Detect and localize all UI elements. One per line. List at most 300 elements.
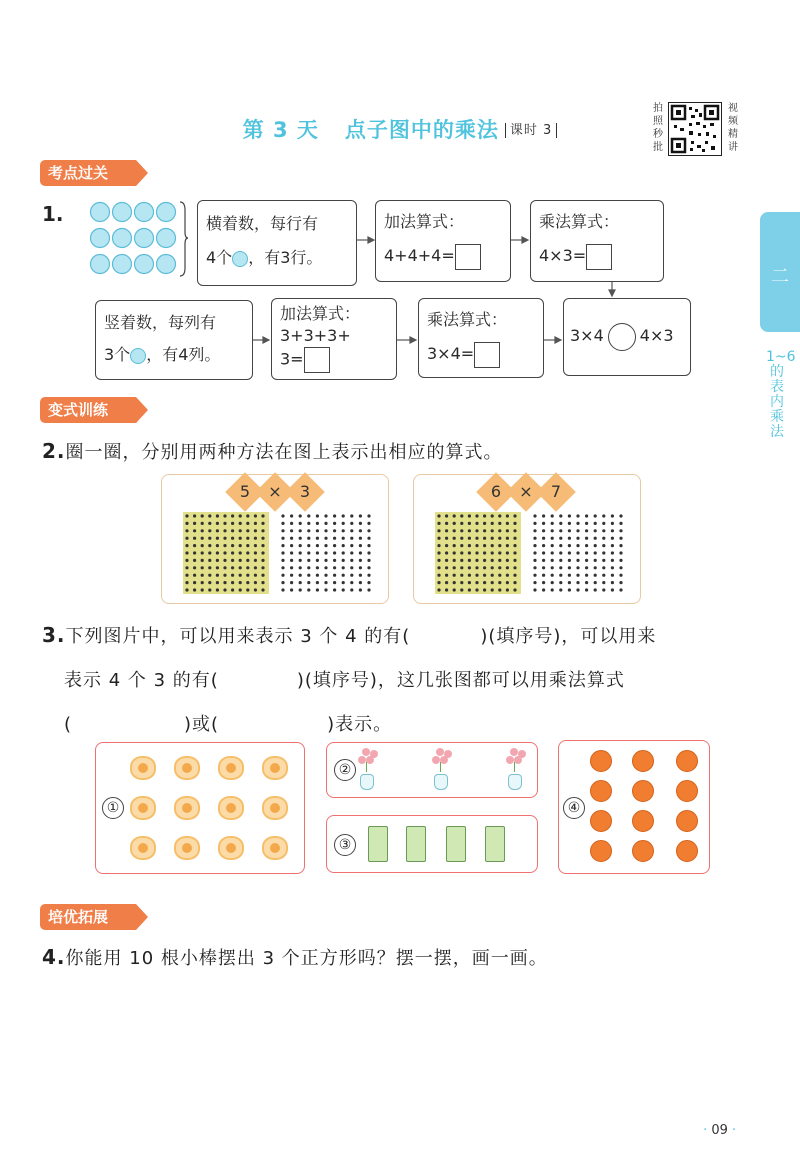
grid-dot bbox=[542, 581, 545, 584]
grid-dot bbox=[460, 529, 463, 532]
grid-dot bbox=[513, 514, 516, 517]
grid-dot bbox=[193, 566, 196, 569]
grid-dot bbox=[367, 588, 370, 591]
grid-dot bbox=[594, 574, 597, 577]
grid-dot bbox=[611, 537, 614, 540]
grid-dot bbox=[333, 522, 336, 525]
grid-dot bbox=[619, 559, 622, 562]
grid-dot bbox=[333, 574, 336, 577]
grid-dot bbox=[254, 544, 257, 547]
grid-dot bbox=[208, 559, 211, 562]
grid-dot bbox=[491, 522, 494, 525]
grid-dot bbox=[506, 581, 509, 584]
grid-dot bbox=[208, 566, 211, 569]
grid-dot bbox=[513, 588, 516, 591]
q1-box-add-cols: 加法算式： 3+3+3+ 3= bbox=[271, 298, 397, 380]
grid-dot bbox=[611, 588, 614, 591]
grid-dot bbox=[246, 574, 249, 577]
qr-left-caption: 拍 照 秒 批 bbox=[653, 103, 663, 153]
grid-dot bbox=[333, 566, 336, 569]
q1-box-mul-cols: 乘法算式： 3×4= bbox=[418, 298, 544, 378]
grid-dot bbox=[468, 574, 471, 577]
grid-dot bbox=[216, 588, 219, 591]
grid-dot bbox=[568, 544, 571, 547]
grid-dot bbox=[437, 514, 440, 517]
day-label: 第 3 天 bbox=[242, 118, 319, 142]
grid-dot bbox=[483, 522, 486, 525]
grid-dot bbox=[231, 559, 234, 562]
grid-dot bbox=[619, 537, 622, 540]
grid-dot bbox=[542, 566, 545, 569]
grid-dot bbox=[576, 544, 579, 547]
grid-dot bbox=[585, 581, 588, 584]
grid-dot bbox=[491, 551, 494, 554]
section-banner-practice: 考点过关 bbox=[40, 160, 136, 186]
grid-dot bbox=[513, 559, 516, 562]
grid-dot bbox=[216, 514, 219, 517]
grid-dot bbox=[333, 559, 336, 562]
grid-dot bbox=[445, 581, 448, 584]
grid-dot bbox=[468, 581, 471, 584]
grid-dot bbox=[350, 537, 353, 540]
grid-dot bbox=[231, 537, 234, 540]
grid-dot bbox=[254, 588, 257, 591]
grid-dot bbox=[559, 537, 562, 540]
grid-dot bbox=[261, 514, 264, 517]
orange-ball-icon bbox=[676, 810, 698, 832]
grid-dot bbox=[533, 551, 536, 554]
grid-dot bbox=[483, 559, 486, 562]
grid-dot bbox=[437, 529, 440, 532]
grid-dot bbox=[333, 581, 336, 584]
grid-dot bbox=[307, 566, 310, 569]
grid-dot bbox=[585, 574, 588, 577]
q4-drawing-area[interactable] bbox=[42, 985, 742, 1105]
q2-panel-1-a: 5 bbox=[239, 482, 251, 501]
grid-dot bbox=[491, 574, 494, 577]
grid-dot bbox=[208, 588, 211, 591]
grid-dot bbox=[350, 588, 353, 591]
grid-dot bbox=[585, 514, 588, 517]
grid-dot bbox=[468, 514, 471, 517]
grid-dot bbox=[324, 581, 327, 584]
grid-dot bbox=[594, 544, 597, 547]
grid-dot bbox=[324, 566, 327, 569]
grid-dot bbox=[585, 566, 588, 569]
grid-dot bbox=[445, 529, 448, 532]
grid-dot bbox=[559, 566, 562, 569]
grid-dot bbox=[246, 551, 249, 554]
grid-dot bbox=[324, 574, 327, 577]
grid-dot bbox=[208, 522, 211, 525]
grid-dot bbox=[193, 559, 196, 562]
grid-dot bbox=[239, 544, 242, 547]
grid-dot bbox=[559, 574, 562, 577]
grid-dot bbox=[261, 537, 264, 540]
grid-dot bbox=[216, 544, 219, 547]
grid-dot bbox=[299, 574, 302, 577]
grid-dot bbox=[551, 544, 554, 547]
grid-dot bbox=[359, 588, 362, 591]
grid-dot bbox=[533, 529, 536, 532]
grid-dot bbox=[216, 581, 219, 584]
grid-dot bbox=[460, 588, 463, 591]
drink-box-icon bbox=[446, 826, 466, 862]
grid-dot bbox=[559, 559, 562, 562]
grid-dot bbox=[208, 537, 211, 540]
grid-dot bbox=[299, 581, 302, 584]
q3-picture-3[interactable] bbox=[326, 815, 538, 873]
grid-dot bbox=[216, 574, 219, 577]
grid-dot bbox=[185, 514, 188, 517]
grid-dot bbox=[261, 551, 264, 554]
grid-dot bbox=[359, 529, 362, 532]
grid-dot bbox=[281, 514, 284, 517]
grid-dot bbox=[281, 529, 284, 532]
picture-2-label: ② bbox=[334, 759, 356, 781]
grid-dot bbox=[342, 537, 345, 540]
q2-panel-2-dot-grid[interactable] bbox=[435, 512, 635, 596]
grid-dot bbox=[359, 581, 362, 584]
q1-number: 1. bbox=[42, 202, 64, 226]
grid-dot bbox=[611, 529, 614, 532]
grid-dot bbox=[542, 514, 545, 517]
grid-dot bbox=[498, 581, 501, 584]
grid-dot bbox=[350, 581, 353, 584]
grid-dot bbox=[333, 529, 336, 532]
grid-dot bbox=[290, 514, 293, 517]
grid-dot bbox=[585, 537, 588, 540]
grid-dot bbox=[208, 581, 211, 584]
grid-dot bbox=[619, 544, 622, 547]
grid-dot bbox=[619, 588, 622, 591]
grid-dot bbox=[324, 559, 327, 562]
grid-dot bbox=[324, 551, 327, 554]
grid-dot bbox=[231, 544, 234, 547]
cookie-icon bbox=[174, 756, 200, 780]
grid-dot bbox=[568, 551, 571, 554]
grid-dot bbox=[498, 574, 501, 577]
grid-dot bbox=[350, 574, 353, 577]
grid-dot bbox=[307, 537, 310, 540]
grid-dot bbox=[491, 559, 494, 562]
chapter-tab[interactable]: 二 bbox=[760, 212, 800, 332]
grid-dot bbox=[585, 529, 588, 532]
grid-dot bbox=[316, 566, 319, 569]
grid-dot bbox=[239, 559, 242, 562]
grid-dot bbox=[201, 574, 204, 577]
grid-dot bbox=[299, 566, 302, 569]
grid-dot bbox=[246, 559, 249, 562]
grid-dot bbox=[533, 559, 536, 562]
grid-dot bbox=[367, 522, 370, 525]
grid-dot bbox=[594, 529, 597, 532]
grid-dot bbox=[559, 581, 562, 584]
cookie-icon bbox=[262, 836, 288, 860]
grid-dot bbox=[208, 544, 211, 547]
grid-dot bbox=[542, 529, 545, 532]
grid-dot bbox=[619, 581, 622, 584]
grid-dot bbox=[619, 529, 622, 532]
q2-panel-2-op: × bbox=[519, 482, 533, 501]
grid-dot bbox=[483, 514, 486, 517]
q3-picture-2[interactable] bbox=[326, 742, 538, 798]
grid-dot bbox=[568, 522, 571, 525]
qr-right-caption: 视 频 精 讲 bbox=[728, 103, 738, 153]
grid-dot bbox=[185, 529, 188, 532]
grid-dot bbox=[602, 551, 605, 554]
grid-dot bbox=[475, 566, 478, 569]
picture-3-label: ③ bbox=[334, 834, 356, 856]
grid-dot bbox=[185, 574, 188, 577]
grid-dot bbox=[254, 551, 257, 554]
grid-dot bbox=[350, 522, 353, 525]
grid-dot bbox=[299, 544, 302, 547]
grid-dot bbox=[453, 559, 456, 562]
grid-dot bbox=[506, 529, 509, 532]
q2-panel-1-dot-grid[interactable] bbox=[183, 512, 383, 596]
grid-dot bbox=[611, 522, 614, 525]
grid-dot bbox=[542, 574, 545, 577]
grid-dot bbox=[611, 514, 614, 517]
drink-box-icon bbox=[485, 826, 505, 862]
orange-ball-icon bbox=[590, 840, 612, 862]
grid-dot bbox=[290, 559, 293, 562]
grid-dot bbox=[602, 544, 605, 547]
grid-dot bbox=[437, 522, 440, 525]
grid-dot bbox=[542, 522, 545, 525]
grid-dot bbox=[223, 514, 226, 517]
grid-dot bbox=[460, 574, 463, 577]
grid-dot bbox=[185, 588, 188, 591]
grid-dot bbox=[307, 551, 310, 554]
grid-dot bbox=[350, 514, 353, 517]
grid-dot bbox=[602, 514, 605, 517]
q2-panel-2-a: 6 bbox=[490, 482, 502, 501]
grid-dot bbox=[290, 537, 293, 540]
grid-dot bbox=[201, 588, 204, 591]
grid-dot bbox=[498, 559, 501, 562]
grid-dot bbox=[568, 581, 571, 584]
grid-dot bbox=[307, 574, 310, 577]
grid-dot bbox=[359, 537, 362, 540]
grid-dot bbox=[619, 551, 622, 554]
grid-dot bbox=[290, 551, 293, 554]
grid-dot bbox=[611, 566, 614, 569]
grid-dot bbox=[475, 559, 478, 562]
grid-dot bbox=[223, 522, 226, 525]
grid-dot bbox=[223, 537, 226, 540]
grid-dot bbox=[324, 588, 327, 591]
orange-ball-icon bbox=[632, 750, 654, 772]
q2-panel-1-b: 3 bbox=[299, 482, 311, 501]
grid-dot bbox=[576, 588, 579, 591]
grid-dot bbox=[513, 537, 516, 540]
grid-dot bbox=[533, 537, 536, 540]
grid-dot bbox=[483, 581, 486, 584]
grid-dot bbox=[551, 551, 554, 554]
grid-dot bbox=[475, 581, 478, 584]
grid-dot bbox=[281, 544, 284, 547]
grid-dot bbox=[551, 522, 554, 525]
grid-dot bbox=[367, 514, 370, 517]
grid-dot bbox=[261, 588, 264, 591]
grid-dot bbox=[367, 551, 370, 554]
grid-dot bbox=[254, 529, 257, 532]
grid-dot bbox=[216, 559, 219, 562]
grid-dot bbox=[324, 544, 327, 547]
grid-dot bbox=[551, 559, 554, 562]
grid-dot bbox=[468, 537, 471, 540]
grid-dot bbox=[208, 551, 211, 554]
grid-dot bbox=[611, 574, 614, 577]
grid-dot bbox=[316, 544, 319, 547]
grid-dot bbox=[513, 522, 516, 525]
grid-dot bbox=[453, 522, 456, 525]
grid-dot bbox=[453, 514, 456, 517]
grid-dot bbox=[342, 514, 345, 517]
grid-dot bbox=[460, 559, 463, 562]
grid-dot bbox=[602, 566, 605, 569]
grid-dot bbox=[324, 514, 327, 517]
grid-dot bbox=[576, 522, 579, 525]
grid-dot bbox=[359, 566, 362, 569]
grid-dot bbox=[350, 544, 353, 547]
grid-dot bbox=[239, 588, 242, 591]
grid-dot bbox=[533, 514, 536, 517]
grid-dot bbox=[350, 566, 353, 569]
grid-dot bbox=[576, 559, 579, 562]
grid-dot bbox=[551, 588, 554, 591]
grid-dot bbox=[453, 581, 456, 584]
grid-dot bbox=[254, 559, 257, 562]
grid-dot bbox=[437, 581, 440, 584]
grid-dot bbox=[594, 588, 597, 591]
grid-dot bbox=[281, 551, 284, 554]
grid-dot bbox=[223, 581, 226, 584]
grid-dot bbox=[533, 566, 536, 569]
grid-dot bbox=[568, 529, 571, 532]
grid-dot bbox=[585, 588, 588, 591]
grid-dot bbox=[475, 529, 478, 532]
orange-ball-icon bbox=[590, 780, 612, 802]
grid-dot bbox=[513, 566, 516, 569]
grid-dot bbox=[290, 529, 293, 532]
grid-dot bbox=[254, 522, 257, 525]
grid-dot bbox=[542, 544, 545, 547]
cookie-icon bbox=[130, 756, 156, 780]
grid-dot bbox=[261, 574, 264, 577]
grid-dot bbox=[498, 588, 501, 591]
grid-dot bbox=[460, 537, 463, 540]
grid-dot bbox=[290, 522, 293, 525]
grid-dot bbox=[231, 588, 234, 591]
grid-dot bbox=[185, 551, 188, 554]
grid-dot bbox=[281, 574, 284, 577]
grid-dot bbox=[299, 588, 302, 591]
grid-dot bbox=[316, 529, 319, 532]
grid-dot bbox=[231, 574, 234, 577]
grid-dot bbox=[468, 588, 471, 591]
grid-dot bbox=[619, 574, 622, 577]
grid-dot bbox=[185, 581, 188, 584]
grid-dot bbox=[223, 559, 226, 562]
grid-dot bbox=[223, 551, 226, 554]
grid-dot bbox=[316, 514, 319, 517]
q1-arrows bbox=[0, 0, 800, 400]
grid-dot bbox=[246, 514, 249, 517]
q1-box-rows: 横着数，每行有 4个 ，有3行。 bbox=[197, 200, 357, 286]
grid-dot bbox=[551, 574, 554, 577]
grid-dot bbox=[506, 574, 509, 577]
grid-dot bbox=[594, 581, 597, 584]
grid-dot bbox=[533, 574, 536, 577]
grid-dot bbox=[208, 574, 211, 577]
grid-dot bbox=[437, 559, 440, 562]
grid-dot bbox=[506, 559, 509, 562]
grid-dot bbox=[290, 588, 293, 591]
grid-dot bbox=[316, 537, 319, 540]
grid-dot bbox=[239, 574, 242, 577]
grid-dot bbox=[498, 522, 501, 525]
grid-dot bbox=[468, 566, 471, 569]
grid-dot bbox=[216, 537, 219, 540]
grid-dot bbox=[316, 559, 319, 562]
cookie-icon bbox=[262, 796, 288, 820]
grid-dot bbox=[445, 522, 448, 525]
grid-dot bbox=[491, 537, 494, 540]
orange-ball-icon bbox=[632, 840, 654, 862]
grid-dot bbox=[576, 537, 579, 540]
grid-dot bbox=[208, 514, 211, 517]
section-banner-extension: 培优拓展 bbox=[40, 904, 136, 930]
grid-dot bbox=[437, 537, 440, 540]
grid-dot bbox=[533, 588, 536, 591]
grid-dot bbox=[193, 514, 196, 517]
grid-dot bbox=[483, 551, 486, 554]
grid-dot bbox=[576, 514, 579, 517]
grid-dot bbox=[231, 529, 234, 532]
grid-dot bbox=[333, 588, 336, 591]
cookie-icon bbox=[218, 836, 244, 860]
grid-dot bbox=[307, 544, 310, 547]
grid-dot bbox=[437, 566, 440, 569]
grid-dot bbox=[585, 544, 588, 547]
grid-dot bbox=[506, 537, 509, 540]
grid-dot bbox=[585, 522, 588, 525]
grid-dot bbox=[193, 537, 196, 540]
grid-dot bbox=[333, 537, 336, 540]
grid-dot bbox=[602, 588, 605, 591]
grid-dot bbox=[498, 514, 501, 517]
grid-dot bbox=[367, 574, 370, 577]
grid-dot bbox=[290, 581, 293, 584]
grid-dot bbox=[594, 551, 597, 554]
orange-ball-icon bbox=[676, 780, 698, 802]
grid-dot bbox=[316, 574, 319, 577]
cookie-icon bbox=[218, 796, 244, 820]
grid-dot bbox=[316, 581, 319, 584]
grid-dot bbox=[261, 522, 264, 525]
grid-dot bbox=[201, 566, 204, 569]
grid-dot bbox=[559, 514, 562, 517]
grid-dot bbox=[585, 559, 588, 562]
grid-dot bbox=[437, 551, 440, 554]
grid-dot bbox=[290, 574, 293, 577]
grid-dot bbox=[281, 522, 284, 525]
q2-panel-2-b: 7 bbox=[550, 482, 562, 501]
grid-dot bbox=[299, 551, 302, 554]
